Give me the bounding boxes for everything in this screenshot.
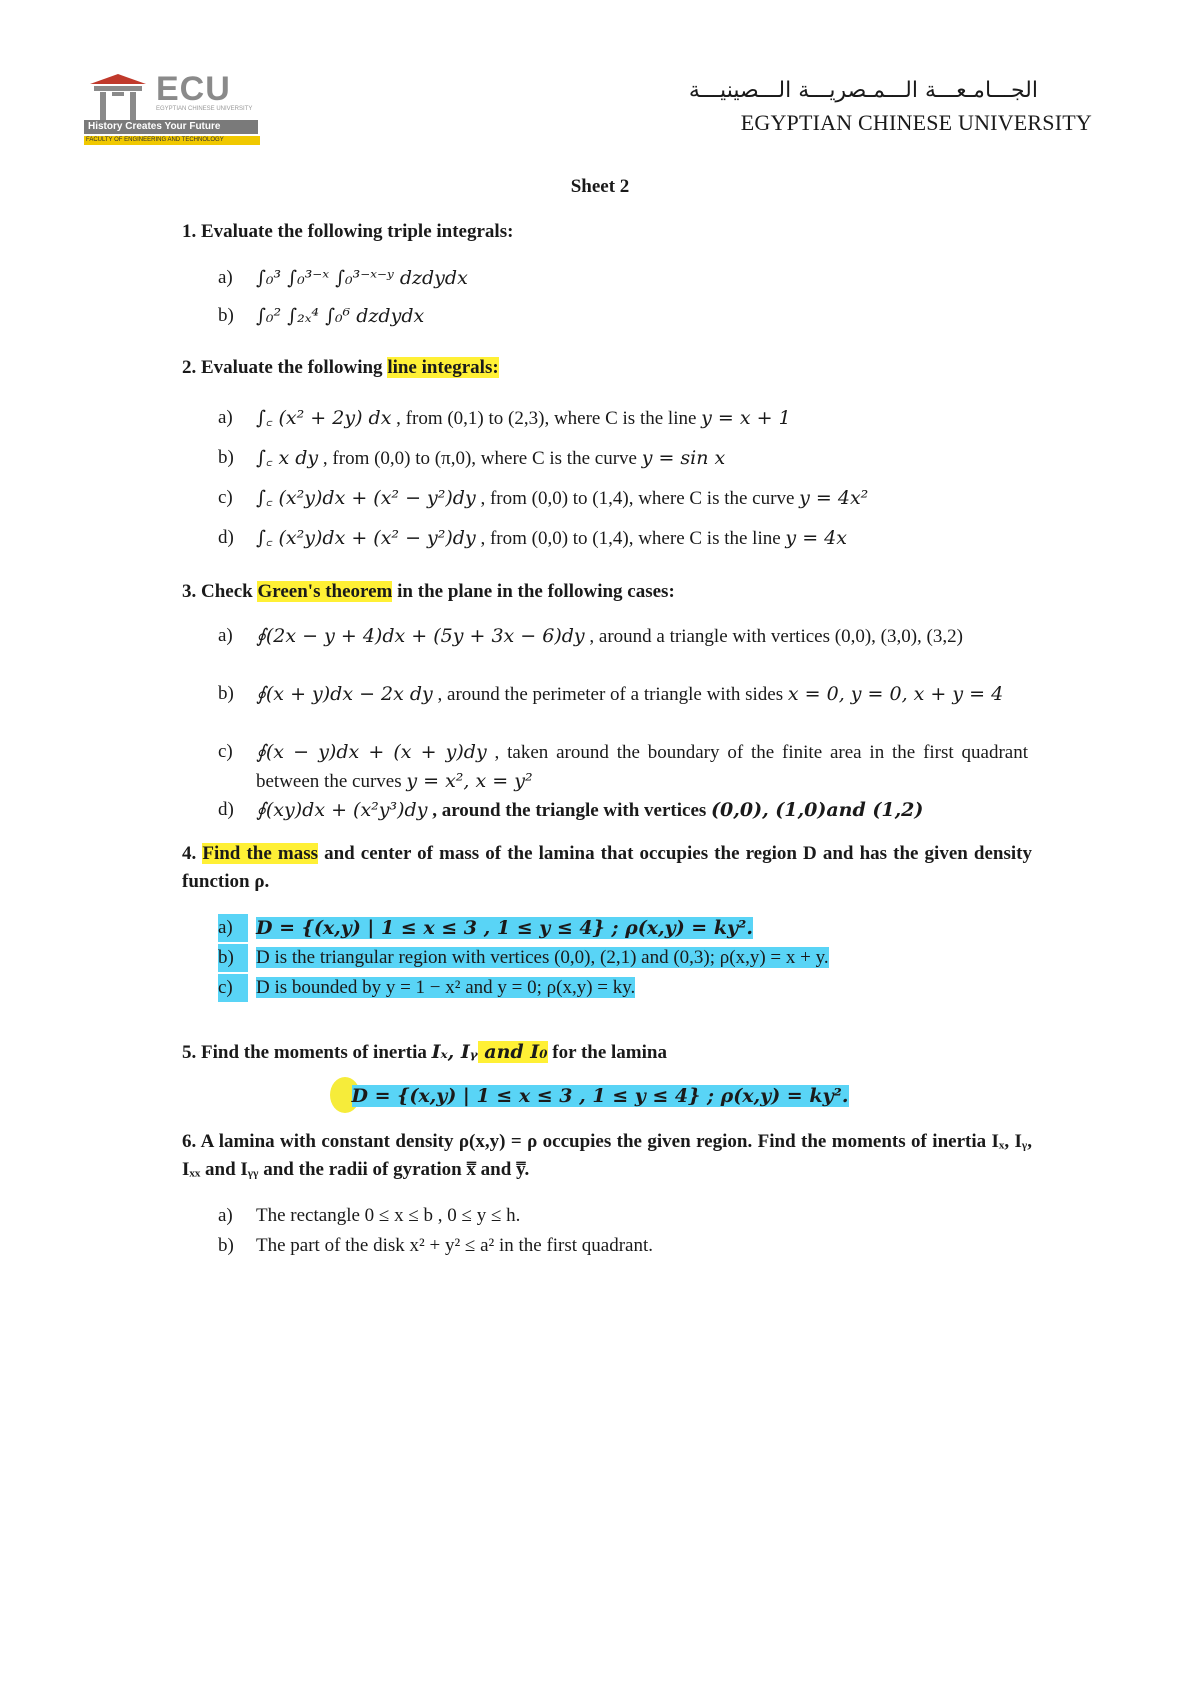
q3-a-expr: ∮(2x − y + 4)dx + (5y + 3x − 6)dy [256,625,585,647]
item-label: a) [218,914,248,942]
q5-heading-pre: 5. Find the moments of inertia [182,1042,432,1063]
item-label: c) [218,487,233,508]
q3-c-text: , taken around the boundary of the finite area in the first quadrant between the curves [256,742,1028,792]
item-label: a) [218,625,233,646]
q3-c-expr: ∮(x − y)dx + (x + y)dy [256,741,487,763]
q3-d-expr: ∮(xy)dx + (x²y³)dy [256,799,428,821]
university-name-english: EGYPTIAN CHINESE UNIVERSITY [740,110,1092,135]
q2-c-text: , from (0,0) to (1,4), where C is the curve [475,488,800,509]
q2-heading-text: 2. Evaluate the following [182,357,388,378]
q4-b-text: D is the triangular region with vertices (0,0), (2,1) and (0,3); ρ(x,y) = x + y. [256,947,829,968]
q2-d-text: , from (0,0) to (1,4), where C is the line [475,528,786,549]
q4-c-text: D is bounded by y = 1 − x² and y = 0; ρ(x,y) = ky. [256,977,636,998]
item-label: a) [218,407,233,428]
q3-a-text: , around a triangle with vertices (0,0), (3,0), (3,2) [584,626,963,647]
item-label: d) [218,527,234,548]
q6-b-text: The part of the disk x² + y² ≤ a² in the first quadrant. [256,1235,654,1256]
q5-heading-vars: Iₓ, Iᵧ [431,1041,478,1063]
q4-a-text: D = {(x,y) | 1 ≤ x ≤ 3 , 1 ≤ y ≤ 4} ; ρ(x,y) = ky². [256,917,753,939]
q2-c-tail: y = 4x² [799,487,869,509]
q3-b-tail: x = 0, y = 0, x + y = 4 [787,683,1004,705]
q3-b-text: , around the perimeter of a triangle with sides [432,684,788,705]
q2-a-expr: ∫꜀ (x² + 2y) dx [256,407,392,429]
q2-d-tail: y = 4x [785,527,847,549]
q2-a-text: , from (0,1) to (2,3), where C is the line [391,408,702,429]
item-label: c) [218,974,248,1002]
q4-heading-num: 4. [182,843,203,864]
ecu-logo [84,70,260,148]
q4-heading-post: and center of mass of the lamina that occupies the region D and has the given density function ρ. [182,843,1032,892]
q4-heading [182,840,1032,896]
q5-heading-post: for the lamina [547,1042,667,1063]
q2-heading-highlight: line integrals: [387,357,499,378]
item-label: a) [218,1205,233,1226]
q2-c-expr: ∫꜀ (x²y)dx + (x² − y²)dy [256,487,476,509]
q2-b-text: , from (0,0) to (π,0), where C is the curve [318,448,642,469]
q2-a-tail: y = x + 1 [701,407,791,429]
q5-heading [182,1038,1032,1067]
item-label: b) [218,447,234,468]
logo-title: ECU [156,70,231,108]
q3-d-text: , around the triangle with vertices [427,800,712,821]
logo-faculty: FACULTY OF ENGINEERING AND TECHNOLOGY [84,136,260,145]
sheet-title: Sheet 2 [570,176,630,197]
q3-heading-pre: 3. Check [182,581,258,602]
q5-heading-highlight: and I₀ [477,1041,548,1063]
q3-heading [182,578,1032,606]
logo-subtitle: EGYPTIAN CHINESE UNIVERSITY [156,106,253,112]
q1-a-expr: ∫₀³ ∫₀³⁻ˣ ∫₀³⁻ˣ⁻ʸ dzdydx [256,267,468,289]
q3-d-tail: (0,0), (1,0)and (1,2) [711,799,924,821]
logo-slogan: History Creates Your Future [84,120,258,134]
q6-a-text: The rectangle 0 ≤ x ≤ b , 0 ≤ y ≤ h. [256,1205,521,1226]
item-label: b) [218,1235,234,1256]
q5-formula-row [0,1082,1200,1111]
q1-b-expr: ∫₀² ∫₂ₓ⁴ ∫₀⁶ dzdydx [256,305,425,327]
q3-c-tail: y = x², x = y² [406,770,533,792]
q5-formula: D = {(x,y) | 1 ≤ x ≤ 3 , 1 ≤ y ≤ 4} ; ρ(x,y) = ky². [351,1085,849,1107]
university-name-arabic: الجـــامـعـــة الـــمـصريـــة الـــصينيـــة [688,78,1038,103]
q3-heading-highlight: Green's theorem [257,581,393,602]
q3-heading-post: in the plane in the following cases: [392,581,675,602]
q2-d-expr: ∫꜀ (x²y)dx + (x² − y²)dy [256,527,476,549]
item-label: c) [218,741,233,762]
q6-heading: 6. A lamina with constant density ρ(x,y) = ρ occupies the given region. Find the moments of inertia Iₓ, Iᵧ, Iₓₓ and Iᵧᵧ and the radii of gyration x̿ and y̿. [182,1131,1032,1180]
q2-b-tail: y = sin x [641,447,726,469]
item-label: b) [218,305,234,326]
item-label: d) [218,799,234,820]
q2-b-expr: ∫꜀ x dy [256,447,319,469]
item-label: b) [218,683,234,704]
item-label: a) [218,267,233,288]
item-label: b) [218,944,248,972]
q2-heading [182,354,1032,382]
q1-heading: 1. Evaluate the following triple integrals: [182,221,514,242]
q3-b-expr: ∮(x + y)dx − 2x dy [256,683,433,705]
q4-heading-highlight: Find the mass [202,843,318,864]
gate-icon [84,70,152,120]
